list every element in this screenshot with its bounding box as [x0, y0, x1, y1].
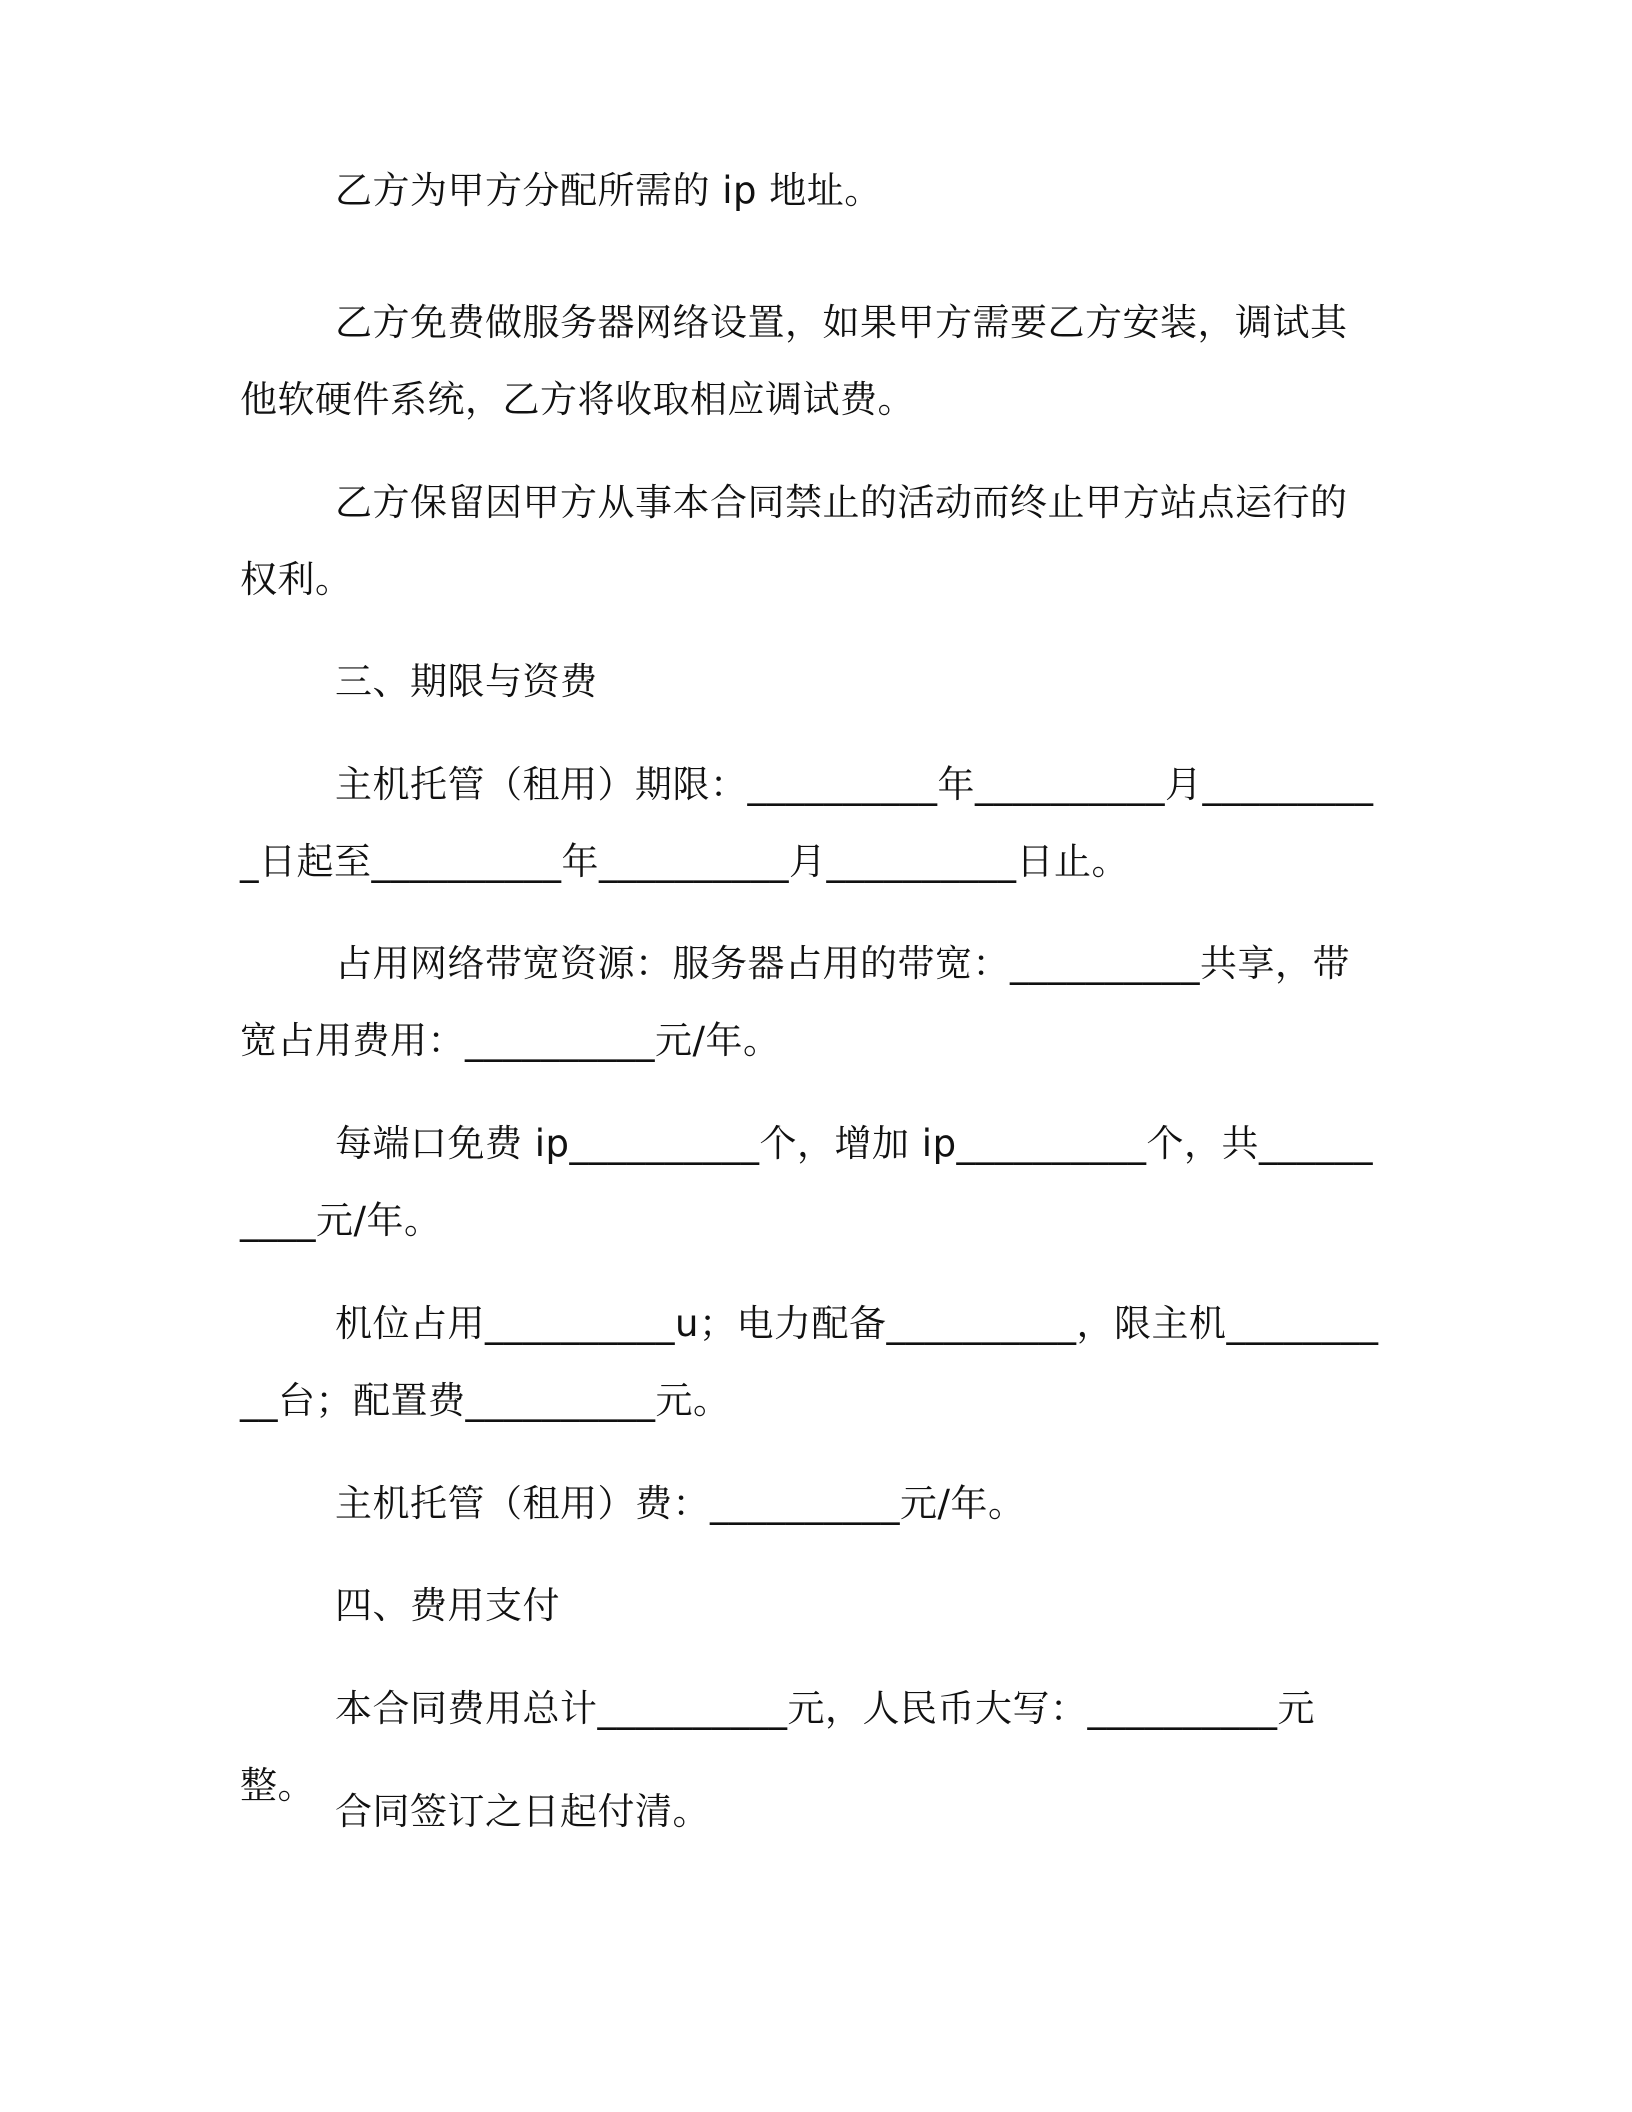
paragraph-network-setup: 乙方免费做服务器网络设置，如果甲方需要乙方安装，调试其他软硬件系统，乙方将收取相应调试费。	[240, 301, 1348, 421]
paragraph-total-fee: 本合同费用总计__________元，人民币大写：__________元整。	[240, 1687, 1315, 1807]
paragraph-hosting-term: 主机托管（租用）期限：__________年__________月__________日起至__________年__________月__________日止。	[240, 763, 1374, 883]
paragraph-payment-due: 合同签订之日起付清。	[335, 1790, 710, 1833]
paragraph-bandwidth: 占用网络带宽资源：服务器占用的带宽：__________共享，带宽占用费用：__________元/年。	[240, 942, 1350, 1062]
paragraph-hosting-fee: 主机托管（租用）费：__________元/年。	[335, 1482, 1026, 1525]
paragraph-ip-ports: 每端口免费 ip__________个，增加 ip__________个，共__________元/年。	[240, 1122, 1374, 1242]
paragraph-ip-allocation: 乙方为甲方分配所需的 ip 地址。	[335, 169, 882, 212]
paragraph-rack-power: 机位占用__________u；电力配备__________，限主机__________台；配置费__________元。	[240, 1302, 1379, 1422]
section-heading-payment: 四、费用支付	[335, 1584, 560, 1627]
paragraph-termination-right: 乙方保留因甲方从事本合同禁止的活动而终止甲方站点运行的权利。	[240, 481, 1348, 601]
section-heading-term-fees: 三、期限与资费	[335, 660, 598, 703]
